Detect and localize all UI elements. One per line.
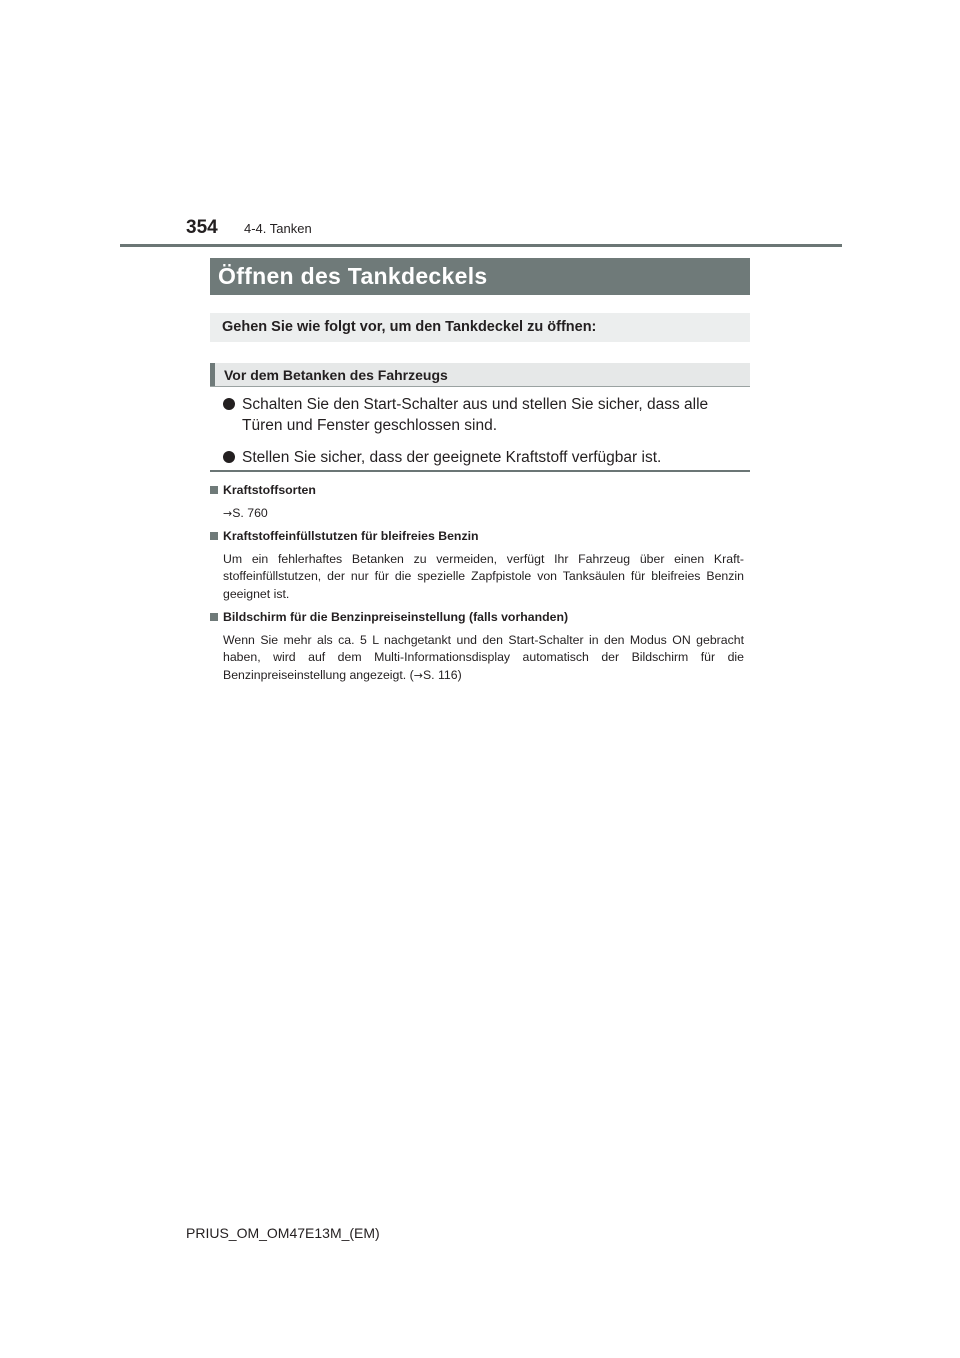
page-reference-link[interactable]: S. 760 <box>232 505 268 520</box>
note-item <box>210 528 744 603</box>
bullet-text: Stellen Sie sicher, dass der geeignete Kraftstoff verfügbar ist. <box>242 449 662 466</box>
bullet-dot-icon <box>223 398 235 410</box>
bullet-dot-icon <box>223 451 235 463</box>
notes-section <box>210 482 744 690</box>
section-title: Öffnen des Tankdeckels <box>210 258 750 295</box>
note-heading <box>210 609 744 627</box>
page-number: 354 <box>186 217 218 238</box>
note-heading-text: Bildschirm für die Benzinpreiseinstellung (falls vorhanden) <box>223 610 569 624</box>
note-body <box>210 632 744 685</box>
note-heading-text: Kraftstoffeinfüllstutzen für bleifreies Benzin <box>223 529 479 543</box>
notes-rule <box>210 470 750 472</box>
arrow-right-icon: → <box>413 668 423 682</box>
note-body-text: Wenn Sie mehr als ca. 5 L nachgetankt und den Start-Schalter in den Modus ON gebracht haben, wird auf dem Multi-Informationsdisplay automatisch der Bildschirm für die Benzinpreiseinstellung angezeigt. ( <box>223 632 744 682</box>
footer-document-code: PRIUS_OM_OM47E13M_(EM) <box>186 1225 380 1241</box>
arrow-right-icon: → <box>223 506 233 520</box>
subheading <box>210 363 750 387</box>
square-bullet-icon <box>210 486 218 494</box>
note-body <box>210 505 744 523</box>
bullet-list <box>220 394 750 479</box>
section-reference: 4-4. Tanken <box>244 221 312 236</box>
note-heading <box>210 482 744 500</box>
square-bullet-icon <box>210 613 218 621</box>
header-rule <box>120 244 842 247</box>
bullet-item <box>220 447 750 468</box>
note-body: Um ein fehlerhaftes Betanken zu vermeiden, verfügt Ihr Fahrzeug über einen Kraft-stoffeinfüllstutzen, der nur für die spezielle Zapfpistole von Tanksäulen für bleifreies Benzin geeignet ist. <box>223 551 744 601</box>
note-heading-text: Kraftstoffsorten <box>223 483 316 497</box>
bullet-item <box>220 394 750 436</box>
note-item <box>210 609 744 684</box>
note-item <box>210 482 744 522</box>
intro-box: Gehen Sie wie folgt vor, um den Tankdeckel zu öffnen: <box>210 313 750 342</box>
subheading-label: Vor dem Betanken des Fahrzeugs <box>224 367 448 383</box>
subheading-accent <box>210 363 215 386</box>
square-bullet-icon <box>210 532 218 540</box>
page-reference-link[interactable]: S. 116) <box>422 667 462 682</box>
note-heading <box>210 528 744 546</box>
bullet-text: Schalten Sie den Start-Schalter aus und stellen Sie sicher, dass alle Türen und Fenster geschlossen sind. <box>242 396 709 434</box>
